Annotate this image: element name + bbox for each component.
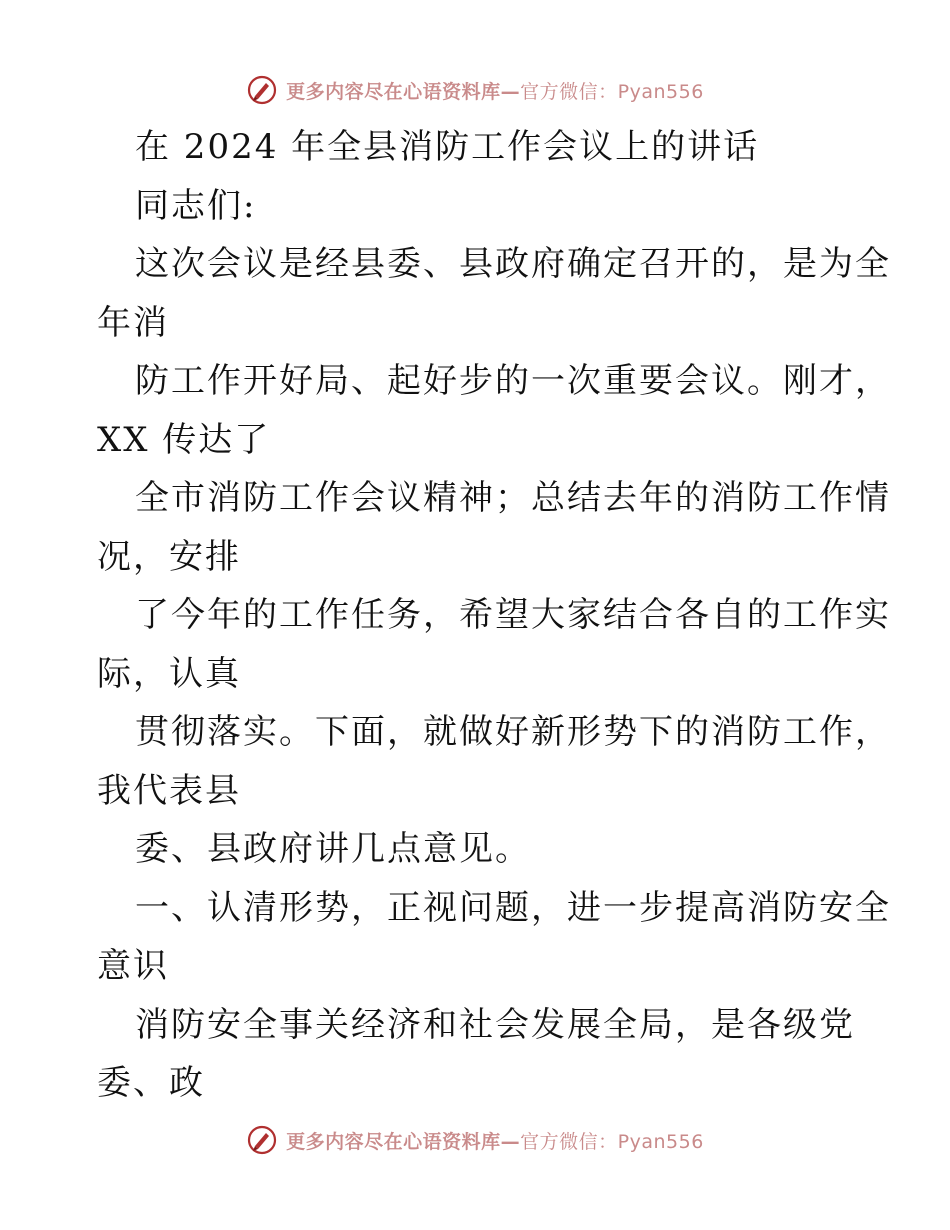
- document-title: 在 2024 年全县消防工作会议上的讲话: [135, 127, 760, 167]
- section-heading-cont: 意识: [97, 946, 169, 986]
- section-heading: 一、认清形势，正视问题，进一步提高消防安全: [135, 887, 891, 928]
- salutation: 同志们:: [135, 185, 257, 226]
- text-line: 了今年的工作任务，希望大家结合各自的工作实: [135, 595, 891, 635]
- text-line: 这次会议是经县委、县政府确定召开的，是为全: [135, 244, 891, 284]
- pen-logo-icon: [246, 1124, 278, 1156]
- pen-logo-icon: [246, 74, 278, 106]
- text-line: 委、政: [97, 1063, 205, 1103]
- watermark-site: 更多内容尽在心语资料库: [286, 80, 501, 103]
- header-watermark: [0, 70, 950, 110]
- text-line: 况，安排: [97, 536, 241, 577]
- text-line: 际，认真: [97, 653, 241, 694]
- watermark-separator: —: [500, 1130, 521, 1153]
- watermark-text: [286, 77, 704, 104]
- watermark-contact: 官方微信：Pyan556: [520, 1130, 704, 1153]
- text-line: 消防安全事关经济和社会发展全局，是各级党: [135, 1004, 855, 1045]
- watermark-site: 更多内容尽在心语资料库: [286, 1130, 501, 1153]
- text-line: 我代表县: [97, 770, 241, 811]
- watermark-text: [286, 1127, 704, 1154]
- watermark-contact: 官方微信：Pyan556: [520, 80, 704, 103]
- text-line: 全市消防工作会议精神；总结去年的消防工作情: [135, 478, 891, 518]
- text-line: 防工作开好局、起好步的一次重要会议。刚才，: [135, 361, 891, 401]
- text-line: 贯彻落实。下面，就做好新形势下的消防工作，: [135, 712, 891, 752]
- watermark-separator: —: [500, 80, 521, 103]
- document-body: [97, 118, 891, 1113]
- footer-watermark: [0, 1120, 950, 1160]
- text-line: XX 传达了: [97, 419, 271, 460]
- text-line: 年消: [97, 302, 169, 343]
- text-line: 委、县政府讲几点意见。: [135, 829, 531, 869]
